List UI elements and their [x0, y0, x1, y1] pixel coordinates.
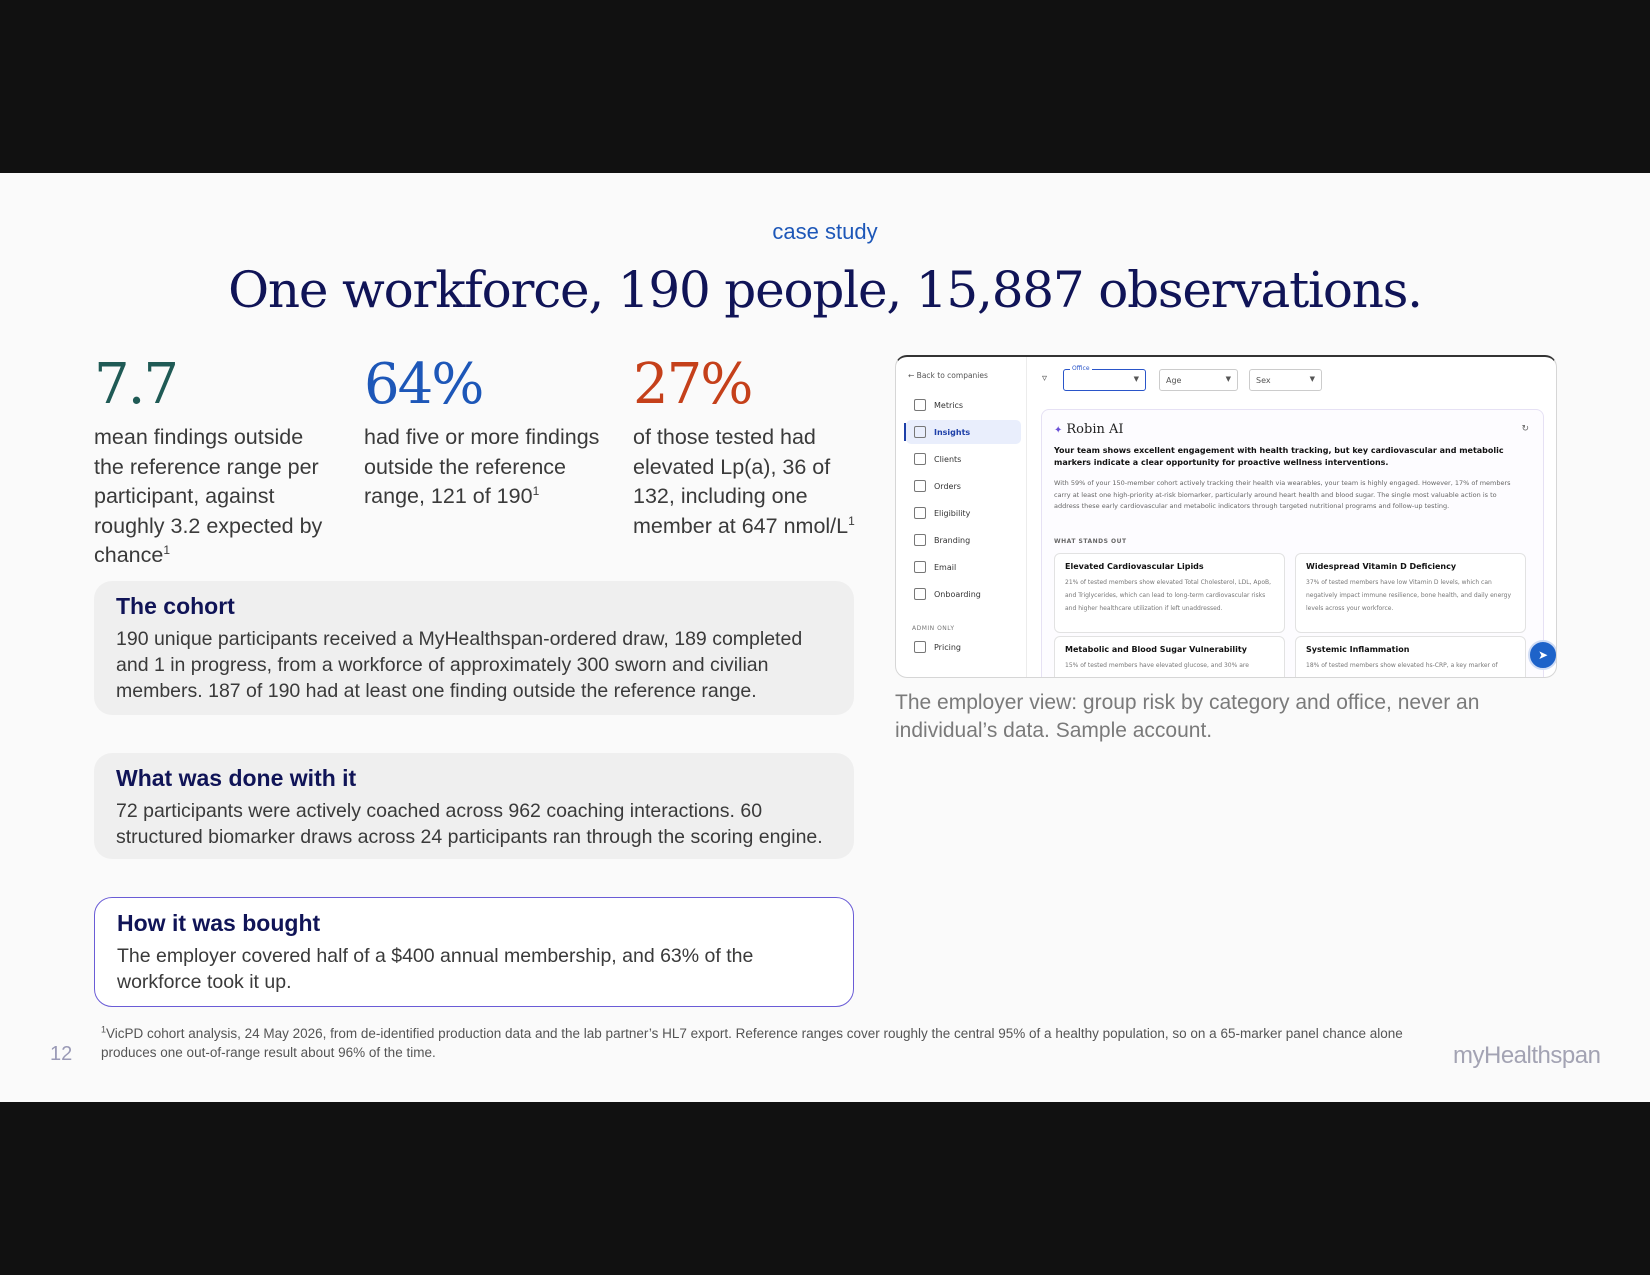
robin-ai-panel	[1041, 409, 1544, 678]
page-title: One workforce, 190 people, 15,887 observations.	[228, 261, 1422, 319]
sidebar-item-orders[interactable]: Orders	[906, 474, 1021, 498]
dashboard-sidebar	[896, 357, 1027, 677]
stat-desc: mean findings outside the reference range per participant, against roughly 3.2 expected by chance$^1$	[94, 425, 323, 567]
mail-icon	[914, 561, 926, 573]
chevron-down-icon: ▼	[1133, 375, 1139, 383]
sidebar-item-email[interactable]: Email	[906, 555, 1021, 579]
admin-section-label: ADMIN ONLY	[912, 625, 955, 632]
card-body: The employer covered half of a $400 annual membership, and 63% of the workforce took it up.	[117, 945, 754, 993]
refresh-icon[interactable]: ↻	[1521, 424, 1529, 434]
insight-card[interactable]: Elevated Cardiovascular Lipids 21% of tested members show elevated Total Cholesterol, LDL, ApoB, and Triglycerides, which can lead to long-term cardiovascular risks and higher healthcare utilization if left unaddressed.	[1054, 553, 1285, 633]
insight-card[interactable]: Systemic Inflammation 18% of tested members show elevated hs-CRP, a key marker of	[1295, 636, 1526, 678]
footnote: $^1$VicPD cohort analysis, 24 May 2026, from de-identified production data and the lab partner’s HL7 export. Reference ranges cover roughly the central 95% of a healthy population, so on a 65-marker panel chance alone produces one out-of-range result about 96% of the time.	[101, 1024, 1403, 1060]
sidebar-item-insights[interactable]: Insights	[906, 420, 1021, 444]
chevron-down-icon: ▼	[1309, 375, 1315, 383]
done-with-it-card	[94, 753, 854, 859]
trend-icon	[914, 426, 926, 438]
chart-icon	[914, 399, 926, 411]
card-heading: What was done with it	[116, 765, 357, 791]
age-select[interactable]: Age ▼	[1159, 369, 1238, 391]
document-icon	[914, 507, 926, 519]
sidebar-item-clients[interactable]: Clients	[906, 447, 1021, 471]
insight-card[interactable]: Widespread Vitamin D Deficiency 37% of tested members have low Vitamin D levels, which can negatively impact immune resilience, bone health, and daily energy levels across your workforce.	[1295, 553, 1526, 633]
office-select[interactable]: Office ▼	[1063, 369, 1146, 391]
stat-value: 27%	[633, 352, 752, 417]
sidebar-item-branding[interactable]: Branding	[906, 528, 1021, 552]
sidebar-item-onboarding[interactable]: Onboarding	[906, 582, 1021, 606]
slide	[0, 173, 1650, 1102]
employer-dashboard-screenshot	[895, 355, 1557, 678]
stat-desc: of those tested had elevated Lp(a), 36 of 132, including one member at 647 nmol/$L^1$	[633, 425, 855, 538]
people-icon	[914, 453, 926, 465]
page-number: 12	[50, 1043, 73, 1065]
stat-lpa	[633, 353, 873, 541]
card-heading: How it was bought	[117, 910, 321, 936]
stat-value: 7.7	[94, 352, 178, 417]
ai-panel-title: ✦ Robin AI	[1054, 422, 1124, 437]
sparkle-icon: ✦	[1054, 425, 1063, 436]
stat-findings	[94, 353, 334, 571]
brand-logo: myHealthspan	[1453, 1042, 1601, 1069]
orders-icon	[914, 480, 926, 492]
ai-summary-body: With 59% of your 150-member cohort actively tracking their health via wearables, your team is highly engaged. However, 17% of members carry at least one high-priority at-risk biomarker, particularly around heart health and blood sugar. The single most valuable action is to address these early cardiovascular and metabolic indicators through targeted nutritional programs and follow-up testing.	[1054, 479, 1511, 510]
card-heading: The cohort	[116, 593, 235, 619]
eyebrow: case study	[772, 219, 878, 244]
sidebar-item-pricing[interactable]: Pricing	[906, 635, 1021, 659]
stat-value: 64%	[364, 352, 483, 417]
insight-card[interactable]: Metabolic and Blood Sugar Vulnerability 15% of tested members have elevated glucose, and 30% are	[1054, 636, 1285, 678]
palette-icon	[914, 534, 926, 546]
ai-summary-lead: Your team shows excellent engagement with health tracking, but key cardiovascular and metabolic markers indicate a clear opportunity for proactive wellness interventions.	[1054, 446, 1504, 467]
card-body: 190 unique participants received a MyHealthspan-ordered draw, 189 completed and 1 in progress, from a workforce of approximately 300 sworn and civilian members. 187 of 190 had at least one finding outside the reference range.	[116, 628, 803, 702]
back-to-companies-link[interactable]: ← Back to companies	[908, 371, 988, 380]
sidebar-item-metrics[interactable]: Metrics	[906, 393, 1021, 417]
compass-icon[interactable]: ➤	[1528, 640, 1557, 670]
what-stands-out-label: WHAT STANDS OUT	[1054, 538, 1127, 545]
how-bought-card	[94, 897, 854, 1007]
onboarding-icon	[914, 588, 926, 600]
pricing-icon	[914, 641, 926, 653]
sex-select[interactable]: Sex ▼	[1249, 369, 1322, 391]
stat-desc: had five or more findings outside the reference range, 121 of $190^1$	[364, 425, 600, 508]
chevron-down-icon: ▼	[1225, 375, 1231, 383]
card-body: 72 participants were actively coached across 962 coaching interactions. 60 structured biomarker draws across 24 participants ran through the scoring engine.	[116, 800, 823, 848]
filter-icon[interactable]: ▿	[1042, 373, 1048, 384]
cohort-card	[94, 581, 854, 715]
screenshot-caption: The employer view: group risk by category and office, never an individual’s data. Sample account.	[895, 691, 1480, 742]
stat-five-or-more	[364, 353, 604, 512]
sidebar-item-eligibility[interactable]: Eligibility	[906, 501, 1021, 525]
